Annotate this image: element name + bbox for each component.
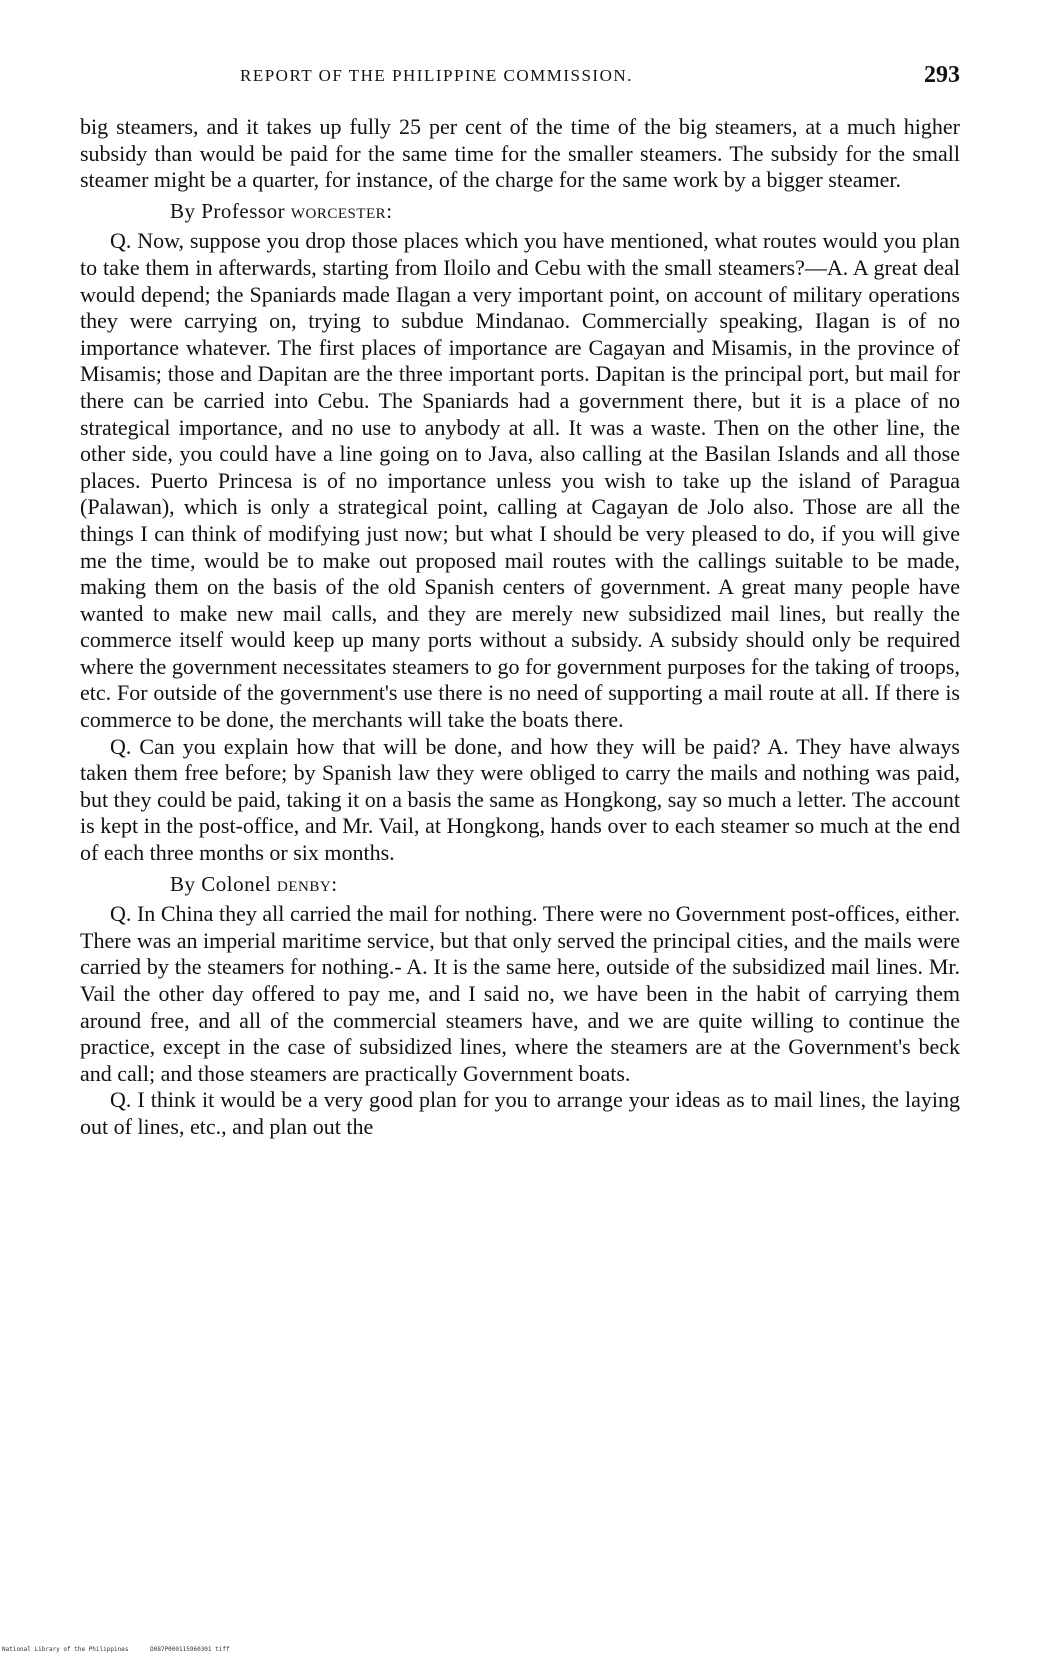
speaker-prefix: By Colonel (170, 871, 278, 896)
speaker-suffix: : (386, 198, 393, 223)
speaker-name: denby (277, 870, 332, 896)
speaker-name: worcester (290, 197, 387, 223)
scan-footer (2, 1646, 230, 1653)
paragraph-question: Q. I think it would be a very good plan for you to arrange your ideas as to mail lines, the laying out of lines, etc., and plan out the (80, 1087, 960, 1139)
body-text (80, 114, 960, 1141)
paragraph-question: Q. Now, suppose you drop those places which you have mentioned, what routes would you plan to take them in afterwards, starting from Iloilo and Cebu with the small steamers?—A. A great deal would depend; the Spaniards made Ilagan a very important point, on account of military operations they were carrying on, trying to subdue Mindanao. Commercially speaking, Ilagan is of no importance whatever. The first places of importance are Cagayan and Misamis, in the province of Misamis; those and Dapitan are the three important ports. Dapitan is the principal port, but mail for there can be carried into Cebu. The Spaniards had a government there, but it is a place of no strategical importance, and no use to anybody at all. It was a waste. Then on the other line, the other side, you could have a line going on to Java, also calling at the Basilan Islands and all those places. Puerto Princesa is of no importance unless you wish to take up the island of Paragua (Palawan), which is only a strategical point, calling at Cagayan de Jolo also. Those are all the things I can think of modifying just now; but what I should be very pleased to do, if you will give me the time, would be to make out proposed mail routes with the callings suitable to be made, making them on the basis of the old Spanish centers of government. A great many people have wanted to make new mail calls, and they are merely new subsidized mail lines, but really the commerce itself would keep up many ports without a subsidy. A subsidy should only be required where the government necessitates steamers to go for government purposes for the taking of troops, etc. For outside of the government's use there is no need of supporting a mail route at all. If there is commerce to be done, the merchants will take the boats there. (80, 228, 960, 733)
footer-source: National Library of the Philippines (2, 1646, 129, 1653)
running-title: REPORT OF THE PHILIPPINE COMMISSION. (240, 66, 633, 85)
running-head (80, 62, 960, 92)
speaker-prefix: By Professor (170, 198, 291, 223)
paragraph-continuation: big steamers, and it takes up fully 25 per cent of the time of the big steamers, at a much higher subsidy than would be paid for the same time for the smaller steamers. The subsidy for the small steamer might be a quarter, for instance, of the charge for the same work by a bigger steamer. (80, 114, 960, 193)
speaker-heading-worcester (80, 198, 960, 225)
paragraph-question: Q. Can you explain how that will be done, and how they will be paid? A. They have always taken them free before; by Spanish law they were obliged to carry the mails and nothing was paid, but they could be paid, taking it on a basis the same as Hongkong, say so much a letter. The account is kept in the post-office, and Mr. Vail, at Hongkong, hands over to each steamer so much at the end of each three months or six months. (80, 733, 960, 866)
speaker-suffix: : (331, 871, 338, 896)
footer-file-id: D087P000115960301 tiff (150, 1646, 230, 1653)
page-number: 293 (924, 62, 960, 88)
paragraph-question: Q. In China they all carried the mail for nothing. There were no Government post-offices, either. There was an imperial maritime service, but that only served the principal cities, and the mails were carried by the steamers for nothing.- A. It is the same here, outside of the subsidized mail lines. Mr. Vail the other day offered to pay me, and I said no, we have been in the habit of carrying them around free, and all of the commercial steamers have, and we are quite willing to continue the practice, except in the case of subsidized lines, where the steamers are at the Government's beck and call; and those steamers are practically Government boats. (80, 901, 960, 1086)
speaker-heading-denby (80, 871, 960, 898)
